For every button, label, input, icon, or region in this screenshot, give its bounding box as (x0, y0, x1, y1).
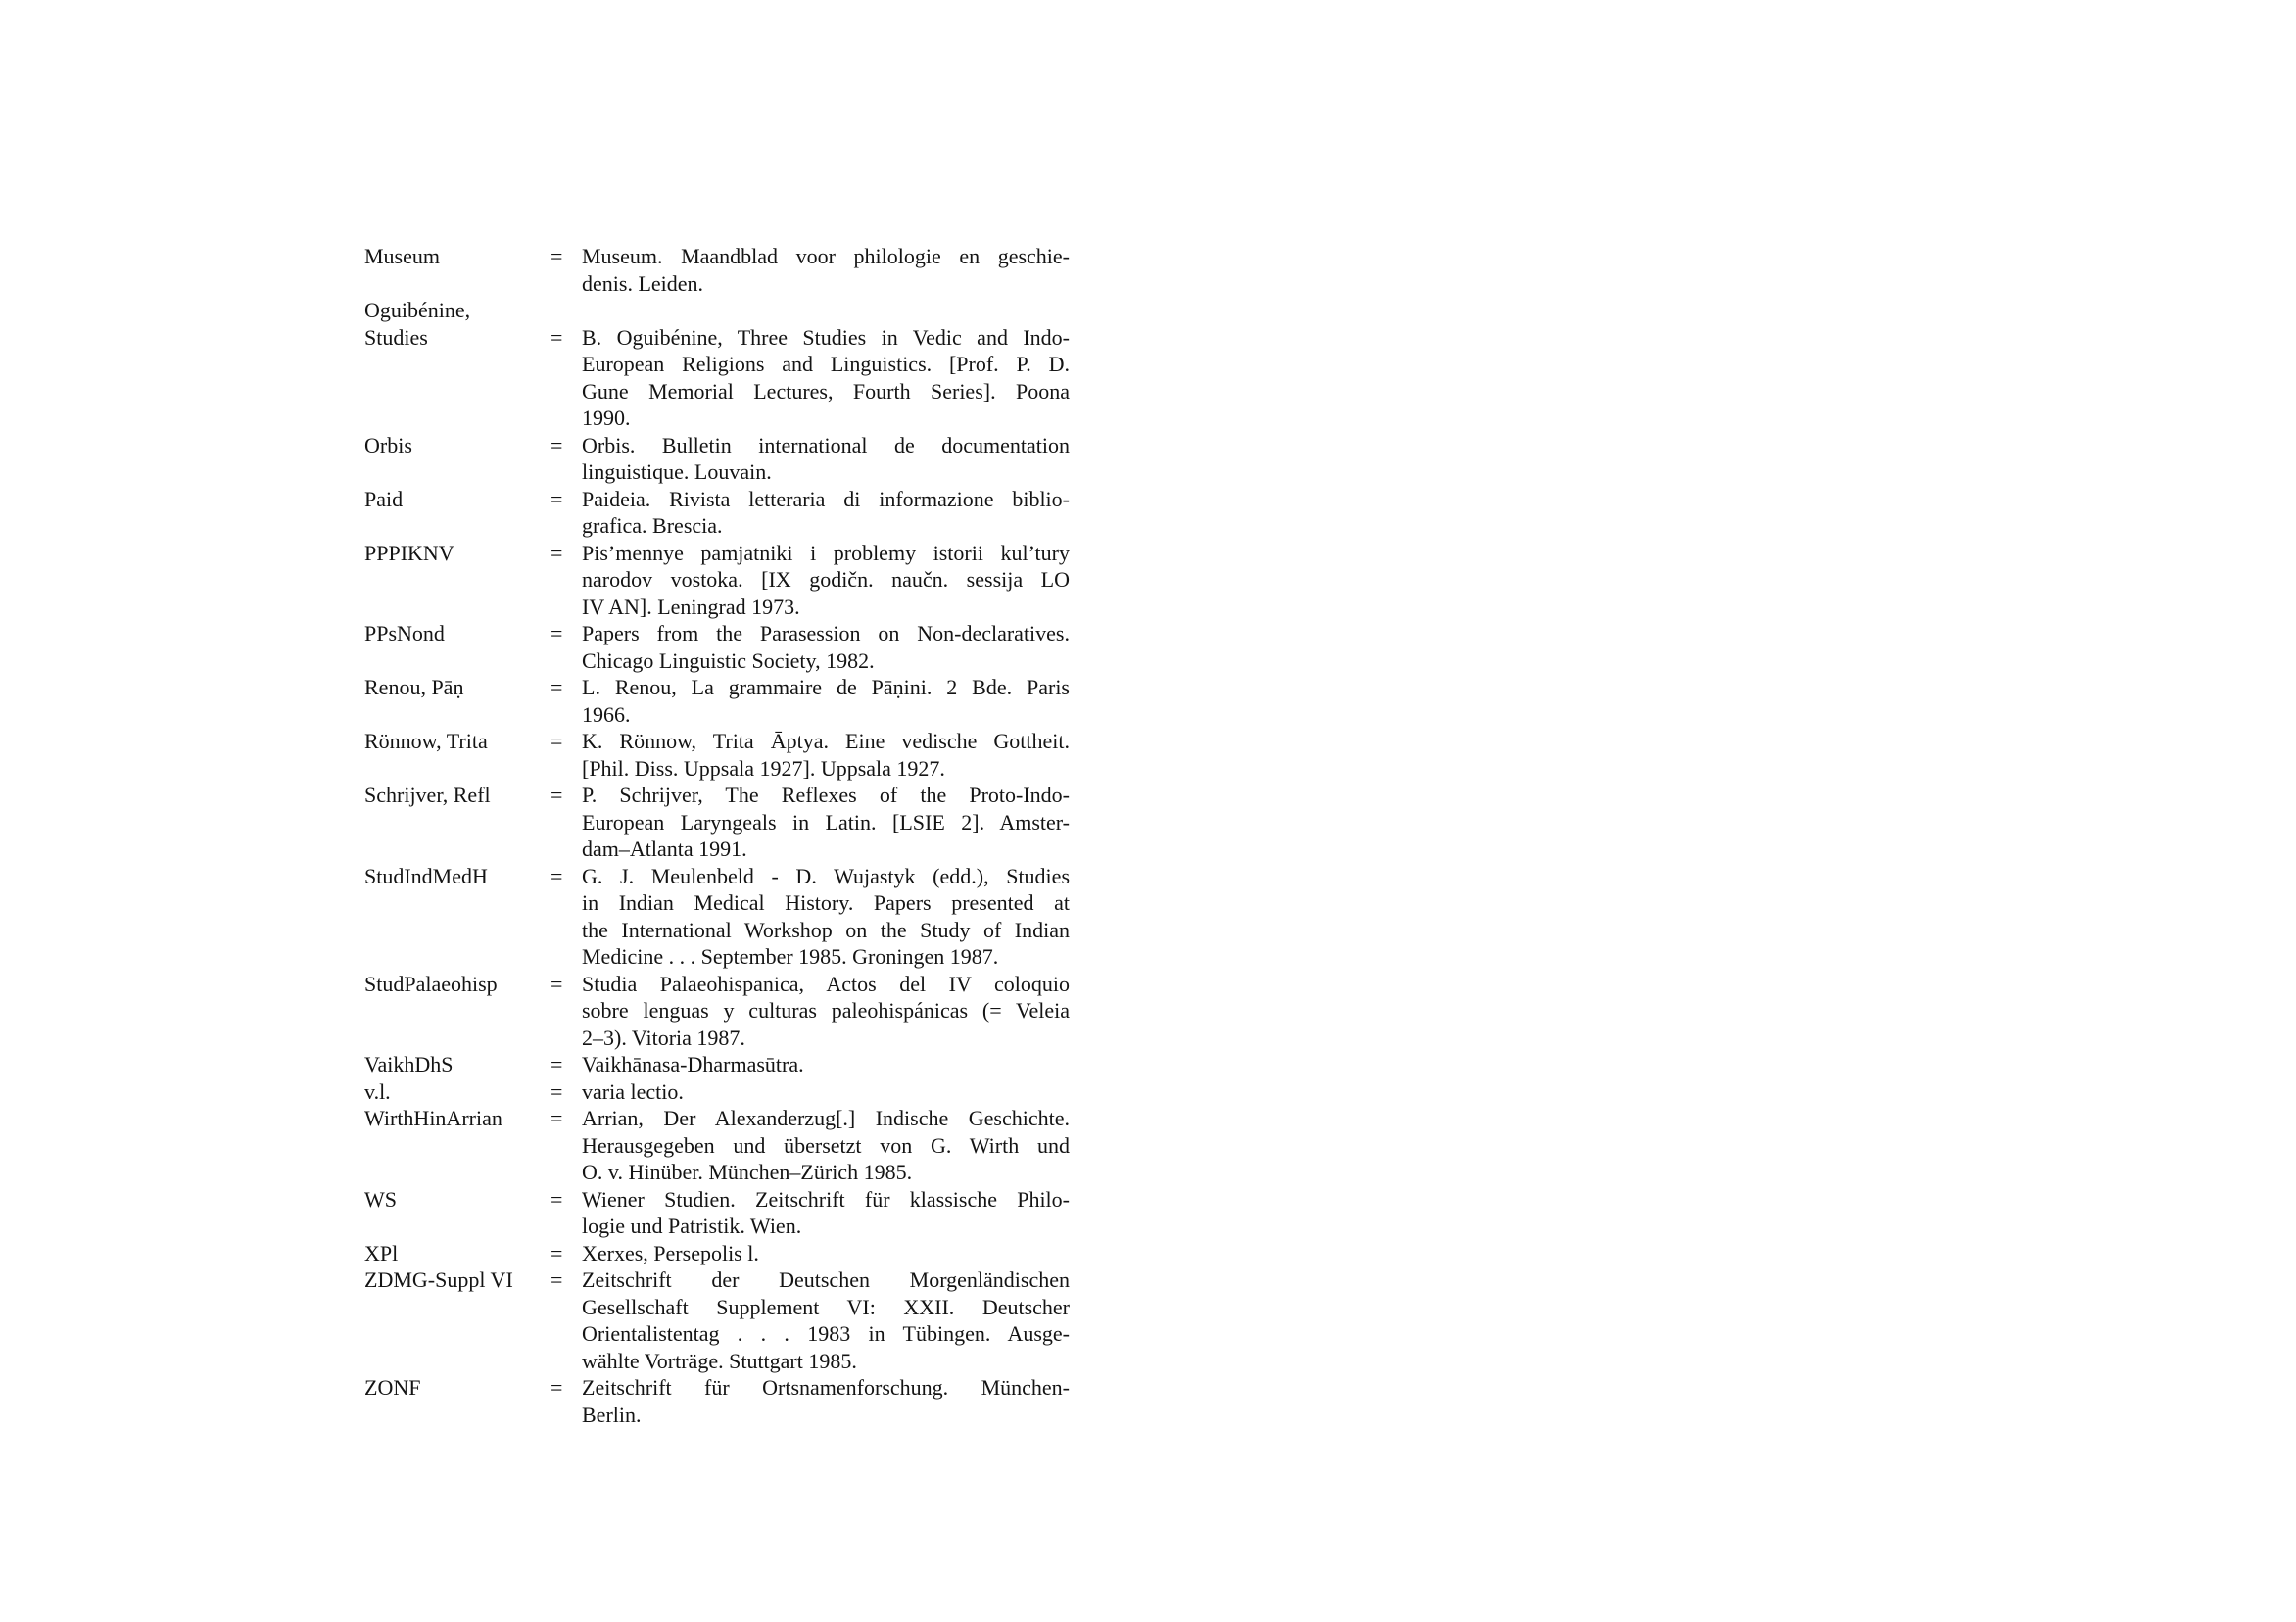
abbreviation-definition (582, 1078, 1070, 1106)
definition-line: IV AN]. Leningrad 1973. (582, 594, 800, 619)
abbreviation-term-line: PPsNond (364, 621, 445, 645)
definition-line: O. v. Hinüber. München–Zürich 1985. (582, 1160, 913, 1184)
abbreviation-entry (364, 1186, 1070, 1240)
abbreviation-entry (364, 1266, 1070, 1374)
abbreviation-term-line: ZONF (364, 1375, 421, 1400)
definition-line: Orbis. Bulletin international de documentation (582, 432, 1070, 457)
abbreviation-entry (364, 432, 1070, 486)
abbreviation-term (364, 674, 550, 701)
abbreviation-definition (582, 540, 1070, 621)
abbreviation-entry (364, 540, 1070, 621)
abbreviation-term-line: WirthHinArrian (364, 1106, 502, 1130)
abbreviation-entry (364, 863, 1070, 971)
abbreviation-definition (582, 486, 1070, 540)
abbreviation-term (364, 297, 550, 351)
abbreviation-definition (582, 1266, 1070, 1374)
abbreviation-entry (364, 782, 1070, 863)
abbreviation-definition (582, 674, 1070, 728)
definition-line: Herausgegeben und übersetzt von G. Wirth und (582, 1132, 1070, 1158)
definition-line: 1966. (582, 701, 631, 727)
definition-line: European Laryngeals in Latin. [LSIE 2]. Amster- (582, 809, 1070, 835)
definition-line: 2–3). Vitoria 1987. (582, 1025, 745, 1050)
abbreviation-term-line: Renou, Pāṇ (364, 675, 464, 699)
equals-sign: = (550, 244, 563, 268)
definition-line: narodov vostoka. [IX godičn. naučn. sessija LO (582, 567, 1070, 592)
definition-line: Arrian, Der Alexanderzug[.] Indische Geschichte. (582, 1106, 1070, 1130)
abbreviation-term (364, 863, 550, 890)
definition-line: Gune Memorial Lectures, Fourth Series]. Poona (582, 378, 1070, 404)
abbreviation-term (364, 243, 550, 270)
definition-line: dam–Atlanta 1991. (582, 836, 747, 861)
abbreviation-entry (364, 728, 1070, 782)
abbreviation-term (364, 1240, 550, 1267)
definition-line: B. Oguibénine, Three Studies in Vedic and Indo- (582, 324, 1070, 350)
definition-line: Orientalistentag . . . 1983 in Tübingen. Ausge- (582, 1321, 1070, 1346)
abbreviation-term (364, 1266, 550, 1294)
equals-sign: = (550, 971, 563, 996)
abbreviation-definition (582, 1051, 1070, 1078)
definition-line: K. Rönnow, Trita Āptya. Eine vedische Gottheit. (582, 729, 1070, 753)
abbreviation-term (364, 1186, 550, 1214)
equals-sign: = (550, 1240, 563, 1265)
abbreviation-term (364, 1078, 550, 1106)
abbreviation-term (364, 1051, 550, 1078)
definition-line: grafica. Brescia. (582, 513, 723, 538)
definition-line: [Phil. Diss. Uppsala 1927]. Uppsala 1927. (582, 755, 945, 781)
abbreviation-definition (582, 728, 1070, 782)
abbreviation-term (364, 971, 550, 998)
abbreviation-definition (582, 1186, 1070, 1240)
definition-line: Berlin. (582, 1402, 642, 1427)
abbreviation-entry (364, 1051, 1070, 1078)
definition-line: Studia Palaeohispanica, Actos del IV coloquio (582, 971, 1070, 996)
abbreviation-term-line: XPl (364, 1240, 399, 1265)
definition-line: in Indian Medical History. Papers presented at (582, 890, 1070, 915)
abbreviation-term-line: Studies (364, 324, 428, 350)
definition-line: sobre lenguas y culturas paleohispánicas (= Veleia (582, 998, 1070, 1023)
abbreviation-list (364, 243, 1070, 1428)
abbreviation-term-line: v.l. (364, 1078, 391, 1104)
definition-line: Medicine . . . September 1985. Groningen 1987. (582, 944, 999, 969)
abbreviation-term-line: StudIndMedH (364, 863, 488, 888)
abbreviation-entry (364, 620, 1070, 674)
definition-line: Zeitschrift der Deutschen Morgenländischen (582, 1267, 1070, 1292)
definition-line: Vaikhānasa-Dharmasūtra. (582, 1052, 804, 1076)
abbreviation-definition (582, 297, 1070, 432)
abbreviation-definition (582, 432, 1070, 486)
abbreviation-entry (364, 1240, 1070, 1267)
equals-sign: = (550, 1052, 563, 1076)
abbreviation-entry (364, 674, 1070, 728)
abbreviation-definition (582, 1374, 1070, 1428)
definition-line: Wiener Studien. Zeitschrift für klassische Philo- (582, 1186, 1070, 1212)
equals-sign: = (550, 729, 563, 753)
abbreviation-term-line: Orbis (364, 432, 412, 457)
definition-line: Zeitschrift für Ortsnamenforschung. München- (582, 1375, 1070, 1400)
abbreviation-definition (582, 243, 1070, 297)
abbreviation-term (364, 620, 550, 647)
abbreviation-definition (582, 863, 1070, 971)
definition-line: linguistique. Louvain. (582, 459, 772, 484)
equals-sign: = (550, 783, 563, 807)
equals-sign-text: = (550, 324, 563, 350)
abbreviation-definition (582, 620, 1070, 674)
abbreviation-term-line: Museum (364, 244, 440, 268)
definition-line: P. Schrijver, The Reflexes of the Proto-Indo- (582, 783, 1070, 807)
abbreviation-term (364, 728, 550, 755)
abbreviation-term-line: PPPIKNV (364, 540, 454, 565)
definition-line: Museum. Maandblad voor philologie en geschie- (582, 244, 1070, 268)
definition-line: L. Renou, La grammaire de Pāṇini. 2 Bde. Paris (582, 675, 1070, 699)
definition-line: Gesellschaft Supplement VI: XXII. Deutscher (582, 1294, 1070, 1319)
abbreviation-term-line: Schrijver, Refl (364, 783, 491, 807)
abbreviation-term (364, 782, 550, 809)
abbreviation-definition (582, 782, 1070, 863)
definition-line: Papers from the Parasession on Non-declaratives. (582, 621, 1070, 645)
abbreviation-term-line: Oguibénine, (364, 298, 471, 322)
equals-sign: = (550, 1106, 563, 1130)
equals-sign: = (550, 1186, 563, 1212)
equals-sign: = (550, 675, 563, 699)
abbreviation-entry (364, 297, 1070, 432)
definition-line: denis. Leiden. (582, 270, 704, 296)
abbreviation-term (364, 1105, 550, 1132)
definition-line: Chicago Linguistic Society, 1982. (582, 647, 875, 673)
abbreviation-term-line: StudPalaeohisp (364, 971, 498, 996)
abbreviation-definition (582, 1240, 1070, 1267)
abbreviation-entry (364, 1105, 1070, 1186)
abbreviation-entry (364, 971, 1070, 1052)
definition-line: Pis’mennye pamjatniki i problemy istorii kul’tury (582, 540, 1070, 565)
equals-sign: = (550, 432, 563, 457)
abbreviation-term-line: WS (364, 1186, 397, 1212)
equals-sign: = (550, 863, 563, 888)
abbreviation-entry (364, 1078, 1070, 1106)
abbreviation-entry (364, 1374, 1070, 1428)
equals-sign (550, 297, 582, 351)
definition-line: Paideia. Rivista letteraria di informazione biblio- (582, 486, 1070, 511)
definition-line: Xerxes, Persepolis l. (582, 1240, 759, 1265)
equals-sign: = (550, 1267, 563, 1292)
definition-line: varia lectio. (582, 1078, 684, 1104)
abbreviation-term-line: Paid (364, 486, 404, 511)
definition-line: 1990. (582, 406, 631, 430)
definition-line: logie und Patristik. Wien. (582, 1214, 802, 1238)
definition-line: G. J. Meulenbeld - D. Wujastyk (edd.), Studies (582, 863, 1070, 888)
abbreviation-term (364, 540, 550, 567)
abbreviation-term-line: Rönnow, Trita (364, 729, 488, 753)
equals-sign: = (550, 540, 563, 565)
definition-line: European Religions and Linguistics. [Prof. P. D. (582, 352, 1070, 376)
abbreviation-term-line: VaikhDhS (364, 1052, 454, 1076)
abbreviation-definition (582, 1105, 1070, 1186)
abbreviation-term (364, 486, 550, 513)
equals-sign: = (550, 486, 563, 511)
definition-line: wählte Vorträge. Stuttgart 1985. (582, 1348, 857, 1373)
abbreviation-term-line: ZDMG-Suppl VI (364, 1267, 513, 1292)
abbreviation-entry (364, 243, 1070, 297)
definition-line: the International Workshop on the Study of Indian (582, 917, 1070, 942)
abbreviation-definition (582, 971, 1070, 1052)
equals-sign: = (550, 621, 563, 645)
abbreviation-term (364, 432, 550, 459)
equals-sign: = (550, 1078, 563, 1104)
abbreviation-term (364, 1374, 550, 1402)
equals-sign: = (550, 1375, 563, 1400)
abbreviation-entry (364, 486, 1070, 540)
